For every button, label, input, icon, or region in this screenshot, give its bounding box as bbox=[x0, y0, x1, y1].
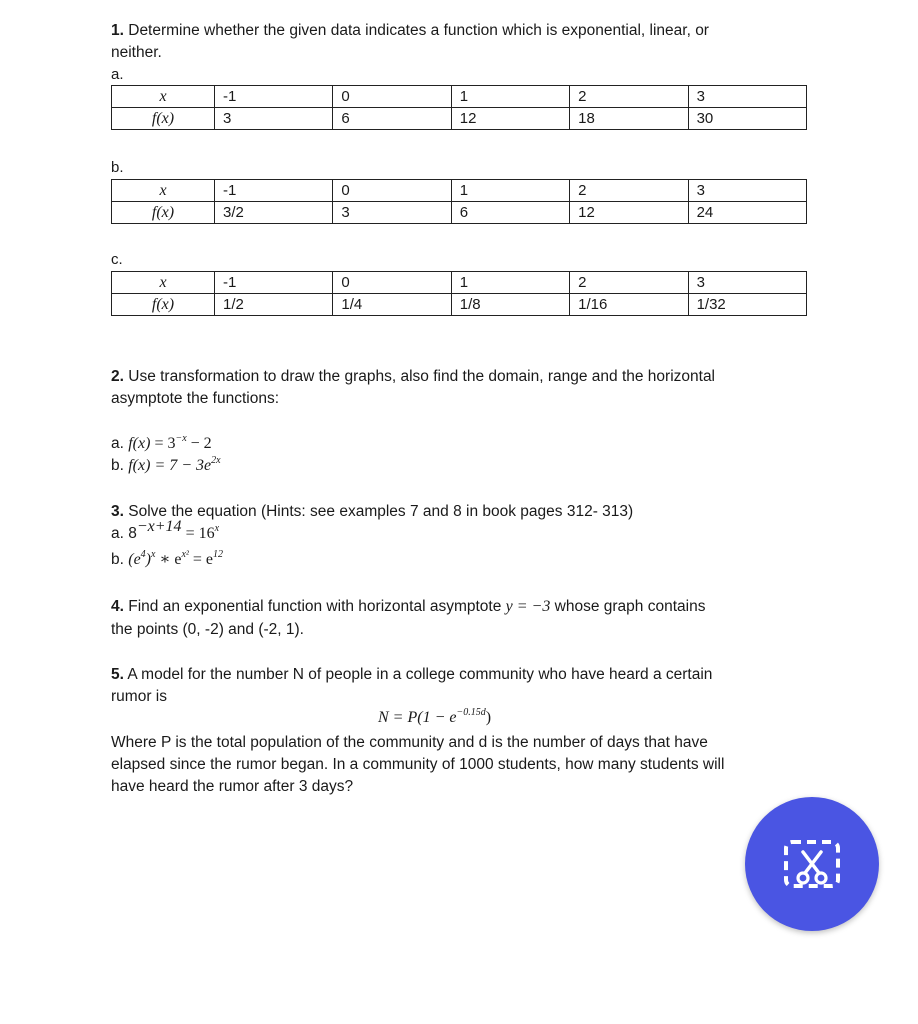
cell: -1 bbox=[215, 180, 333, 202]
table-row bbox=[112, 86, 807, 108]
cell: 12 bbox=[570, 202, 688, 224]
fx-header: f(x) bbox=[112, 202, 215, 224]
cell: 2 bbox=[570, 272, 688, 294]
cell: 1/16 bbox=[570, 294, 688, 316]
x-header: x bbox=[112, 86, 215, 108]
q4-line2: the points (0, -2) and (-2, 1). bbox=[111, 621, 304, 638]
cell: 0 bbox=[333, 86, 451, 108]
fx-header: f(x) bbox=[112, 108, 215, 130]
cell: 1/32 bbox=[688, 294, 806, 316]
q3b: b. $(e^4)^x$ ∗ $e^{x^2} = e^{12}$ bbox=[111, 548, 223, 568]
cell: 1/4 bbox=[333, 294, 451, 316]
table-row bbox=[112, 202, 807, 224]
x-header: x bbox=[112, 272, 215, 294]
x-header: x bbox=[112, 180, 215, 202]
cell: 3 bbox=[333, 202, 451, 224]
cell: 1 bbox=[451, 86, 569, 108]
cell: 3 bbox=[688, 272, 806, 294]
table-row bbox=[112, 272, 807, 294]
cell: 12 bbox=[451, 108, 569, 130]
cell: 1/8 bbox=[451, 294, 569, 316]
q3-line1: 3. Solve the equation (Hints: see examples 7 and 8 in book pages 312- 313) bbox=[111, 503, 634, 520]
table-row bbox=[112, 108, 807, 130]
q3a: a. $8^{-x+14} = 16^x$ bbox=[111, 517, 220, 542]
cell: 3 bbox=[688, 86, 806, 108]
q1b-label: b. bbox=[111, 159, 124, 176]
cell: -1 bbox=[215, 272, 333, 294]
q1-line1: 1. Determine whether the given data indicates a function which is exponential, linear, or bbox=[111, 22, 709, 39]
q1-line2: neither. bbox=[111, 44, 162, 61]
q4-line1: 4. Find an exponential function with horizontal asymptote y = −3 whose graph contains bbox=[111, 598, 706, 615]
fx-header: f(x) bbox=[112, 294, 215, 316]
table-a bbox=[111, 85, 807, 130]
table-b bbox=[111, 179, 807, 224]
cell: 0 bbox=[333, 272, 451, 294]
q5-line5: have heard the rumor after 3 days? bbox=[111, 778, 354, 795]
q1a-label: a. bbox=[111, 66, 124, 83]
cell: 3/2 bbox=[215, 202, 333, 224]
cell: 24 bbox=[688, 202, 806, 224]
q5-line1: 5. A model for the number N of people in a college community who have heard a certain bbox=[111, 666, 713, 683]
q2-line2: asymptote the functions: bbox=[111, 390, 280, 407]
cell: -1 bbox=[215, 86, 333, 108]
cell: 6 bbox=[333, 108, 451, 130]
cell: 2 bbox=[570, 86, 688, 108]
cell: 3 bbox=[215, 108, 333, 130]
q5-line3: Where P is the total population of the community and d is the number of days that have bbox=[111, 734, 708, 751]
q2a: a. $f(x) = 3^{-x} - 2$ bbox=[111, 432, 212, 452]
table-c bbox=[111, 271, 807, 316]
q1c-label: c. bbox=[111, 251, 123, 268]
cell: 1/2 bbox=[215, 294, 333, 316]
table-row bbox=[112, 294, 807, 316]
q5-line2: rumor is bbox=[111, 688, 167, 705]
table-row bbox=[112, 180, 807, 202]
cell: 6 bbox=[451, 202, 569, 224]
cell: 3 bbox=[688, 180, 806, 202]
cell: 1 bbox=[451, 180, 569, 202]
screenshot-fab-button[interactable] bbox=[745, 797, 879, 931]
cell: 0 bbox=[333, 180, 451, 202]
q5-line4: elapsed since the rumor began. In a community of 1000 students, how many students will bbox=[111, 756, 725, 773]
cell: 18 bbox=[570, 108, 688, 130]
cell: 30 bbox=[688, 108, 806, 130]
cell: 2 bbox=[570, 180, 688, 202]
cell: 1 bbox=[451, 272, 569, 294]
screenshot-scissors-icon bbox=[781, 837, 843, 891]
q2-line1: 2. Use transformation to draw the graphs, also find the domain, range and the horizontal bbox=[111, 368, 716, 385]
q5-formula: $N = P(1 - e^{-0.15d})$ bbox=[378, 706, 492, 726]
q2b: b. $f(x) = 7 - 3e^{2x}$ bbox=[111, 454, 221, 474]
